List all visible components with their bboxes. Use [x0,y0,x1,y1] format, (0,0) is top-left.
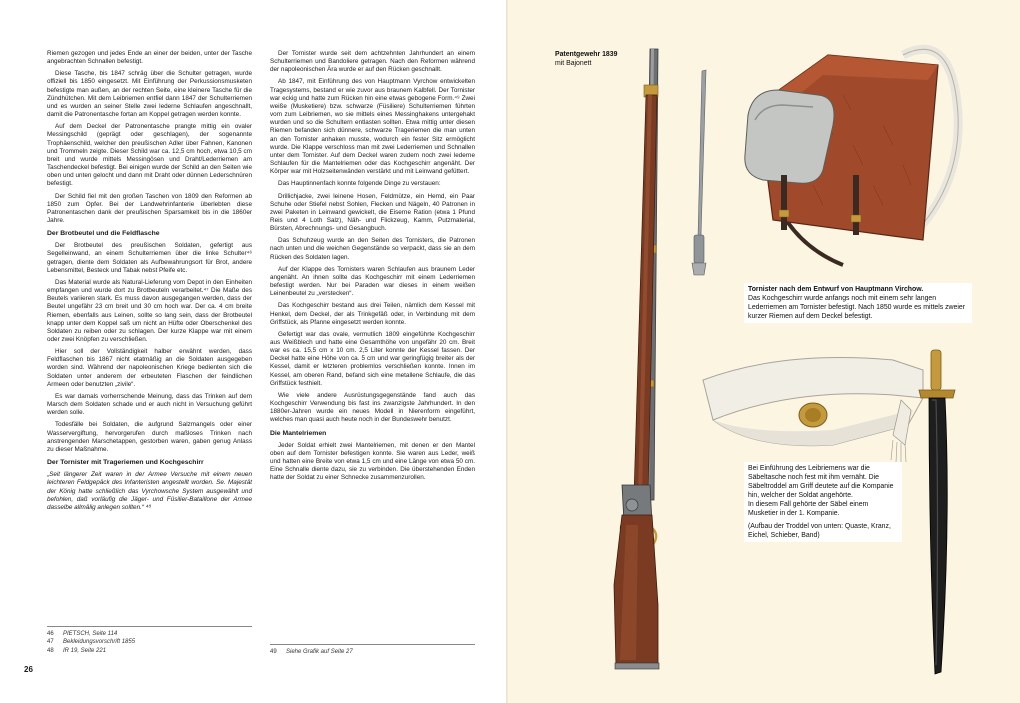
text-column-1 [47,50,252,516]
paragraph: Diese Tasche, bis 1847 schräg über die Schulter getragen, wurde offiziell bis 1850 eingesetzt. Mit Einführung der Perkussionsmusketen befestigte man außen, an der rechten Seite, eine kleinere Tasche für die Zündhütchen. Mit dem Leibriemen entfiel dann 1847 der Schulterriemen und es wurden an seiner Stelle zwei lederne Schlaufen angeschnallt, damit die Patronentasche fortan am Koppel getragen werden konnte. [47,70,252,119]
tornister-caption [744,283,972,323]
paragraph: Das Schuhzeug wurde an den Seiten des Tornisters, die Patronen nach unten und die weichen Gegenstände so verpackt, dass sie an dem Rücken des Soldaten lagen. [270,237,475,261]
paragraph: Gefertigt war das ovale, vermutlich 1809 eingeführte Kochgeschirr aus Weißblech und hatte eine Gesamthöhe von ungefähr 20 cm. Breit war es ca. 15,5 cm x 10 cm. 2,5 Liter konnte der Kessel fassen. Der Deckel hatte eine Höhe von ca. 5 cm und war geringfügig breiter als der Kessel, damit er letzteren problemlos verschließen konnte. Innen im Kessel, am oberen Rand, befand sich eine metallene Schlaufe, die das Griffstück festhielt. [270,330,475,387]
section-heading: Der Brotbeutel und die Feldflasche [47,230,160,238]
paragraph: Hier soll der Vollständigkeit halber erwähnt werden, dass Feldflaschen bis 1867 nicht etatmäßig an die Soldaten ausgegeben worden sind. Während der napoleonischen Kriege bedienten sich die Soldaten unter anderem der erbeuteten Flaschen der feindlichen Armeen oder benutzten „zivile“. [47,348,252,388]
paragraph: Das Material wurde als Natural-Lieferung vom Depot in den Einheiten empfangen und wurde dort zu Brotbeuteln verarbeitet.⁴⁷ Die Maße des Beutels variieren stark. Es muss davon ausgegangen werden, dass der Beutel ungefähr 23 cm breit und 30 cm hoch war. Der ca. 4 cm breite Riemen, ebenfalls aus Leinen, sollte so lang sein, dass der Brotbeutel knapp unter dem Koppel saß um nicht an Hüfte oder Oberschenkel des Soldaten zu reiben oder zu schlagen. Der kurze Klappe war mit einem oder zwei Knöpfen zu verschließen. [47,278,252,343]
footnote-rule [47,626,252,627]
footnotes [47,630,252,655]
paragraph: Das Hauptinnenfach konnte folgende Dinge zu verstauen: [278,180,441,188]
paragraph: Wie viele andere Ausrüstungsgegenstände fand auch das Kochgeschirr Verwendung bis fast ins zwanzigste Jahrhundert. In den 1880er-Jahren wurde ein neues Modell in Nierenform eingeführt, welches man quasi auch heute noch in der Bundeswehr benutzt. [270,391,475,424]
tornister-illustration [733,35,993,275]
paragraph: Der Schild fiel mit den großen Taschen von 1809 den Reformen ab 1850 zum Opfer. Bei der Landwehrinfanterie überlebten diese Patronentaschen dank der preußischen Sparsamkeit bis in die 1860er Jahre. [47,192,252,224]
paragraph: Jeder Soldat erhielt zwei Mantelriemen, mit denen er den Mantel oben auf dem Tornister befestigen konnte. Sie waren aus Leder, weiß und hatten eine Breite von etwa 1,5 cm und eine Länge von etwa 50 cm. Eine Schnalle diente dazu, sie zu verbinden. Die überstehenden Enden hatte der Soldat zu einer Schnecke zusammenzurollen. [270,441,475,482]
paragraph: Auf der Klappe des Tornisters waren Schlaufen aus braunem Leder angenäht. An ihnen sollte das Kochgeschirr mit einem Lederriemen befestigt werden. Nur bei Paraden war dieses in einem weißen Leinenbeutel zu „verstecken“. [270,265,475,298]
sabel-caption [744,462,902,542]
paragraph: Der Tornister wurde seit dem achtzehnten Jahrhundert an einem Schulterriemen und Bandoliere getragen. Nach den Reformen während der napoleonischen Ära wurde er auf den Rücken geschnallt. [270,50,475,74]
section-heading: Der Tornister mit Trageriemen und Kochgeschirr [47,459,204,467]
left-page [0,0,508,703]
footnote: 49 Siehe Grafik auf Seite 27 [270,649,353,655]
rifle-caption-title: Patentgewehr 1839 [555,51,618,58]
footnote: 47 Bekleidungsvorschrift 1855 [47,639,136,646]
footnote-rule [270,644,475,645]
paragraph: Ab 1847, mit Einführung des von Hauptmann Vyrchow entwickelten Tragesystems, bestand er wie zuvor aus braunem Kalbfell. Der Tornister war eckig und hatte zum Rücken hin eine etwas gebogene Form.⁴⁹ Zwei weiße (Musketiere) bzw. schwarze (Füsiliere) Schulterriemen führten vom zum Leibriemen, wo sie mittels eines Messinghakens untergehakt wurden und so die Schultern entlasten sollten. Etwa mittig unter diesen Riemen befanden sich dünnere, schwarze Trageriemen die man unten an den Tornister anhaken musste, wodurch ein fester Sitz ermöglicht wurde. Die Klappe verschloss man mit zwei Lederriemen und Schnallen unter dem Tornister. Auf dem Deckel waren zudem noch zwei lederne Schlaufen für die Mantelriemen oder das Kochgeschirr angenäht. Der Körper war mit Holzseitenwänden verstärkt und mit Leinwand gefüttert. [270,78,475,176]
sabel-caption-text: Bei Einführung des Leibriemens war die Säbeltasche noch fest mit ihm vernäht. Die Säbeltroddel am Griff deutete auf die Kompanie hin, welcher der Soldat angehörte. [748,465,894,499]
text-column-2 [270,50,475,487]
paragraph: Auf dem Deckel der Patronentasche prangte mittig ein ovaler Messingschild (geprägt oder geschlagen), der sogenannte Trophäenschild, welcher den preußischen Adler über Fahnen, Kanonen und Trommeln zeigte. Dieser Schild war ca. 12,5 cm hoch, etwa 10,5 cm breit und wurde mittels Messingösen und Draht/Lederriemen am Taschendeckel befestigt. Bei einigen wurde der Schild an den Seiten wie oben und unten gelocht und dann mit Draht oder dünnen Lederschnüren befestigt. [47,123,252,188]
sabel-caption-note: (Aufbau der Troddel von unten: Quaste, Kranz, Eichel, Schieber, Band) [748,523,891,539]
footnote: 46 PIETSCH, Seite 114 [47,631,118,637]
rifle-caption-text: mit Bajonett [555,60,592,67]
paragraph: Der Brotbeutel des preußischen Soldaten, gefertigt aus Segelleinwand, an einem Schulterriemen über die linke Schulter⁴⁶ getragen, diente dem Soldaten als Aufbewahrungsort für Brot, andere Lebensmittel, Besteck und Tabak nebst Pfeife etc. [47,242,252,274]
quote: „Seit längerer Zeit waren in der Armee Versuche mit einem neuen leichteren Feldgepäck des Infanteristen angestellt worden. Se. Majestät der König hatte schließlich das Vyrchowsche System ausgewählt und befohlen, daß vorläufig die Jäger- und Füsilier-Bataillone der Armee dasselbe allmälig anlegen sollten.“ ⁴⁸ [47,471,252,511]
paragraph: Es war damals vorherrschende Meinung, dass das Trinken auf dem Marsch dem Soldaten schade und er auch nicht in Versuchung geführt werden solle. [47,392,252,417]
paragraph: Drillichjacke, zwei leinene Hosen, Feldmütze, ein Hemd, ein Paar Schuhe oder Stiefel nebst Sohlen, Flecken und Nägeln, 40 Patronen in zwei Paketen in Leinwand gewickelt, die Eiserne Ration (etwa 1 Pfund Reis und 4 Loth Salz), Näh- und Flickzeug, Kamm, Putzmaterial, Bürsten, Abrechnungs- und Gesangbuch. [270,192,475,233]
section-heading: Die Mantelriemen [270,429,327,437]
bayonet-illustration [692,70,706,275]
footnote: 48 IR 19, Seite 221 [47,647,107,654]
paragraph: Das Kochgeschirr bestand aus drei Teilen, nämlich dem Kessel mit Henkel, dem Deckel, der als Trinkgefäß oder, in Verbindung mit dem Griffstück, als Pfanne eingesetzt werden konnte. [270,302,475,326]
paragraph: Todesfälle bei Soldaten, die aufgrund Salzmangels oder einer Wasservergiftung, hervorgerufen durch maßloses Trinken nach anstrengenden Marschetappen, gestorben waren, gaben genug Anlass zu dieser Maßnahme. [47,421,252,453]
tornister-caption-title: Tornister nach dem Entwurf von Hauptmann Virchow. [748,286,924,293]
tornister-caption-text: Das Kochgeschirr wurde anfangs noch mit einem sehr langen Lederriemen am Tornister befestigt. Nach 1850 wurde es mittels zweier kurzer Riemen auf dem Deckel befestigt. [748,295,966,320]
right-page [508,0,1020,703]
sabel-caption-text: In diesem Fall gehörte der Säbel einem Musketier in der 1. Kompanie. [748,501,869,517]
page-number: 26 [24,665,33,674]
paragraph: Riemen gezogen und jedes Ende an einer der beiden, unter der Tasche angebrachten Schnallen befestigt. [47,50,252,66]
